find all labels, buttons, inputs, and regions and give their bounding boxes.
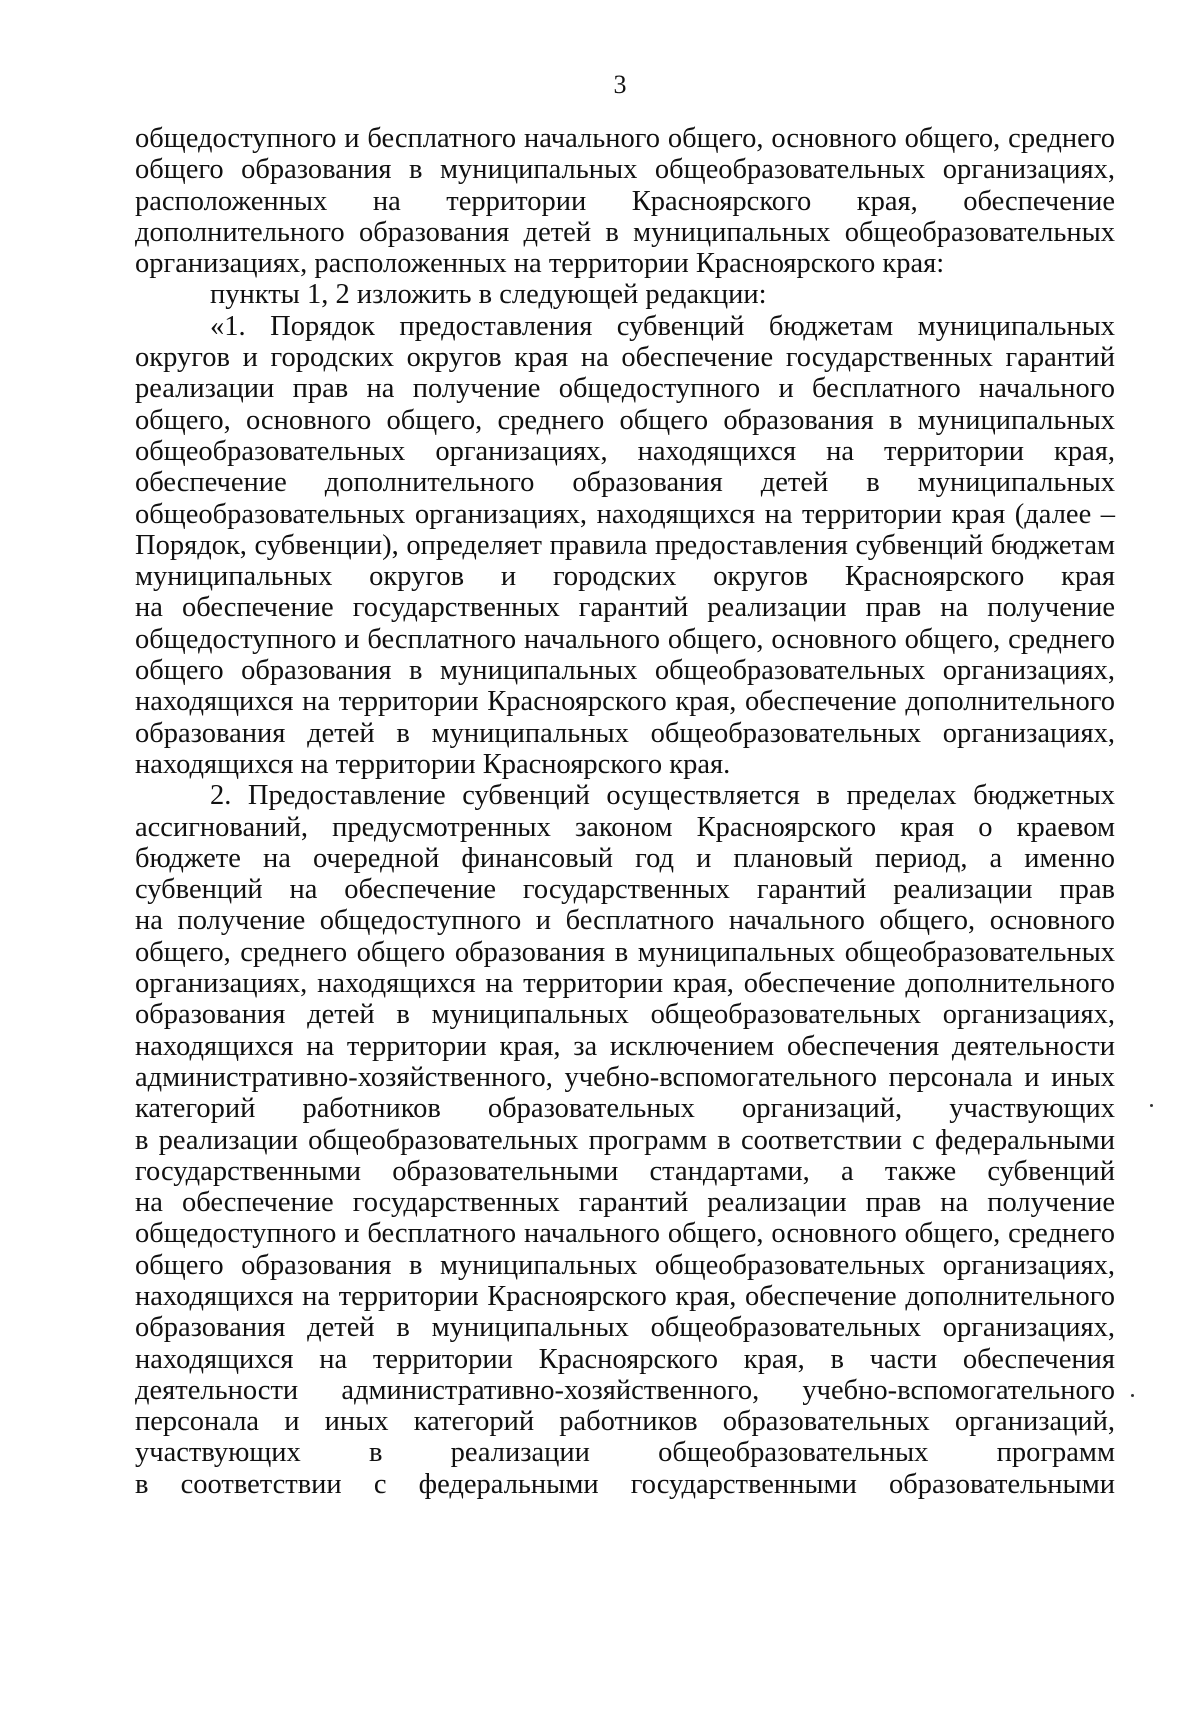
text-line: 2. Предоставление субвенций осуществляется в пределах бюджетных (210, 780, 1115, 812)
text-line: находящихся на территории края, за исключением обеспечения деятельности (135, 1030, 1115, 1062)
text-line: образования детей в муниципальных общеобразовательных организациях, (135, 717, 1115, 749)
text-line: находящихся на территории Красноярского края. (135, 748, 731, 780)
text-line: реализации прав на получение общедоступного и бесплатного начального (135, 373, 1115, 405)
text-line: общедоступного и бесплатного начального общего, основного общего, среднего (135, 123, 1115, 154)
text-line: общеобразовательных организациях, находящихся на территории края, (135, 435, 1115, 467)
text-line: общедоступного и бесплатного начального общего, основного общего, среднего (135, 623, 1115, 655)
text-line: Порядок, субвенции), определяет правила предоставления субвенций бюджетам (135, 529, 1115, 561)
text-line: находящихся на территории Красноярского края, в части обеспечения (135, 1343, 1115, 1375)
text-line: обеспечение дополнительного образования детей в муниципальных (135, 467, 1115, 499)
text-line: общедоступного и бесплатного начального общего, основного общего, среднего (135, 1218, 1115, 1250)
text-line: образования детей в муниципальных общеобразовательных организациях, (135, 999, 1115, 1031)
text-line: административно-хозяйственного, учебно-вспомогательного персонала и иных (135, 1061, 1115, 1093)
text-line: организациях, расположенных на территории Красноярского края: (135, 248, 945, 280)
text-line: муниципальных округов и городских округов Красноярского края (135, 561, 1115, 593)
scan-speck (1150, 1104, 1153, 1107)
text-line: общего, среднего общего образования в муниципальных общеобразовательных (135, 936, 1115, 968)
text-line: находящихся на территории Красноярского края, обеспечение дополнительного (135, 1280, 1115, 1312)
text-line: находящихся на территории Красноярского края, обеспечение дополнительного (135, 686, 1115, 718)
text-line: «1. Порядок предоставления субвенций бюджетам муниципальных (210, 310, 1115, 342)
text-line: на обеспечение государственных гарантий реализации прав на получение (135, 592, 1115, 624)
text-line: общего образования в муниципальных общеобразовательных организациях, (135, 154, 1115, 186)
text-line: в реализации общеобразовательных программ в соответствии с федеральными (135, 1124, 1115, 1156)
text-line: пункты 1, 2 изложить в следующей редакции: (210, 279, 767, 311)
scan-speck (1131, 1394, 1134, 1397)
page-number: 3 (613, 70, 627, 99)
text-line: бюджете на очередной финансовый год и плановый период, а именно (135, 842, 1115, 874)
text-line: категорий работников образовательных организаций, участвующих (135, 1093, 1115, 1125)
text-line: общеобразовательных организациях, находящихся на территории края (далее – (135, 498, 1115, 530)
text-line: расположенных на территории Красноярского края, обеспечение (135, 185, 1115, 217)
text-line: округов и городских округов края на обеспечение государственных гарантий (135, 342, 1115, 374)
text-line: на получение общедоступного и бесплатного начального общего, основного (135, 905, 1115, 937)
text-line: организациях, находящихся на территории края, обеспечение дополнительного (135, 968, 1115, 1000)
text-line: деятельности административно-хозяйственного, учебно-вспомогательного (135, 1374, 1115, 1406)
text-line: общего образования в муниципальных общеобразовательных организациях, (135, 655, 1115, 687)
body-text (135, 123, 1115, 1500)
text-line: участвующих в реализации общеобразовательных программ (135, 1437, 1115, 1469)
text-line: образования детей в муниципальных общеобразовательных организациях, (135, 1312, 1115, 1344)
text-line: общего образования в муниципальных общеобразовательных организациях, (135, 1249, 1115, 1281)
text-line: на обеспечение государственных гарантий реализации прав на получение (135, 1187, 1115, 1219)
text-line: персонала и иных категорий работников образовательных организаций, (135, 1406, 1115, 1438)
text-line: государственными образовательными стандартами, а также субвенций (135, 1155, 1115, 1187)
text-line: субвенций на обеспечение государственных гарантий реализации прав (135, 874, 1115, 906)
text-line: ассигнований, предусмотренных законом Красноярского края о краевом (135, 811, 1115, 843)
text-line: общего, основного общего, среднего общего образования в муниципальных (135, 404, 1115, 436)
text-line: в соответствии с федеральными государственными образовательными (135, 1468, 1115, 1500)
text-line: дополнительного образования детей в муниципальных общеобразовательных (135, 216, 1115, 248)
